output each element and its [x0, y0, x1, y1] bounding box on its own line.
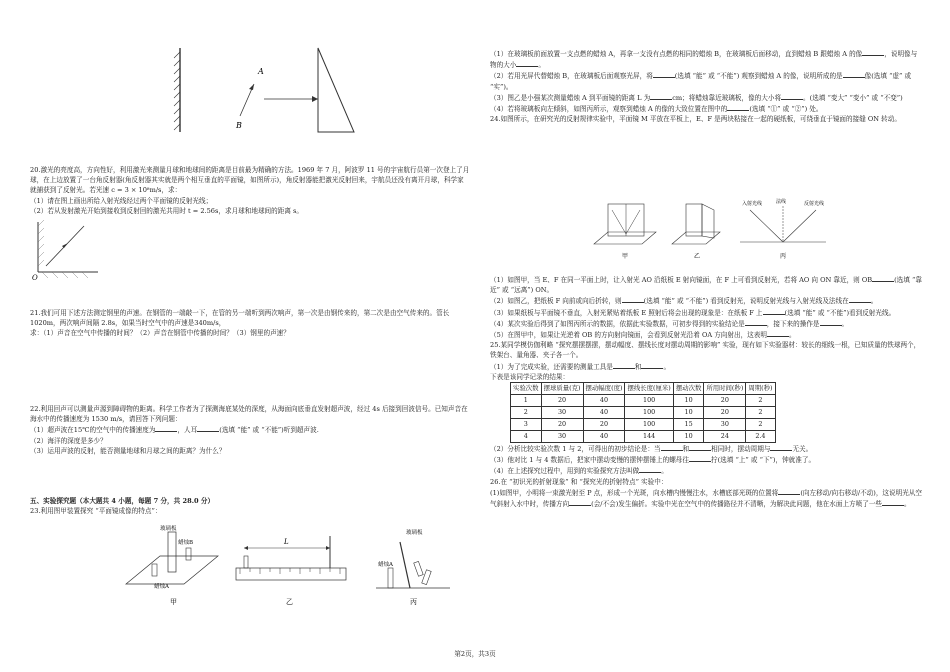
- svg-text:乙: 乙: [286, 598, 293, 606]
- q20-sub2: （2）若从发射激光开始到接收到反射回的激光共用时 t = 2.56s，求月球和地球间的距离 s。: [30, 206, 303, 215]
- answer-blank[interactable]: [689, 443, 711, 451]
- svg-text:法线: 法线: [776, 199, 787, 205]
- mirror-imaging-figure: [120, 522, 480, 612]
- table-row: 2 30 40 100 10 20 2: [511, 407, 776, 419]
- q24-p4: （4）某次实验后得到了如图丙所示的数据，依据此实验数据，可初步得到的实验结论是 ，接下来的操作是 。: [490, 319, 849, 328]
- triangle-prism: [318, 48, 354, 132]
- fig-24-jia: [594, 204, 656, 260]
- svg-text:蜡烛A: 蜡烛A: [378, 562, 393, 568]
- q25-p4: （4）在上述探究过程中，用到的实验探究方法叫做 。: [490, 467, 668, 476]
- answer-blank[interactable]: [516, 59, 538, 67]
- table-row: 1 20 40 100 10 20 2: [511, 395, 776, 407]
- svg-text:玻璃板: 玻璃板: [160, 526, 177, 532]
- answer-blank[interactable]: [882, 498, 904, 506]
- answer-blank[interactable]: [689, 454, 711, 462]
- laser-arrow: [264, 96, 318, 102]
- q23-p2: （2）若用光屏代替蜡烛 B，在玻璃板后面观察光屏，将 (选填 “能” 或 “不能”) 观察到蜡烛 A 的像，说明所成的是 像(选填 “虚” 或 “实”)。: [490, 72, 912, 91]
- answer-blank[interactable]: [745, 318, 767, 326]
- q23-p3: （3）图乙是小强某次测量蜡烛 A 到平面镜的距离 L 为 cm；将蜡烛靠近玻璃板，像的大小将 。(选填 “变大” “变小” 或 “不变”): [490, 93, 903, 102]
- q24-p3: （3）如果纸板与平面镜不垂直，入射光紧贴着纸板 E 照射后将会出现的现象是：在纸板 F 上 (选填 “能” 或 “不能”)看到反射光线。: [490, 308, 896, 317]
- svg-text:入射光线: 入射光线: [742, 201, 763, 207]
- q24-p1: （1）如图甲，当 E、F 在同一平面上时，让入射光 AO 沿纸板 E 射向镜面，在 F 上可看到反射光，若将 AO 向 ON 靠近，则 OB (选填 “靠近” 或 “远离”) ON。: [490, 276, 922, 295]
- q22-sub1: （1）超声波在15℃的空气中的传播速度为 ，人耳 (选填 “能” 或 “不能”)听到超声波.: [30, 426, 319, 435]
- svg-text:蜡烛A: 蜡烛A: [154, 584, 169, 590]
- fig-24-yi: [672, 204, 720, 260]
- q22-sub2: （2）海洋的深度是多少？: [30, 436, 107, 445]
- fig-24-bing: [740, 198, 826, 260]
- q26-p1: (1)如图甲，小明将一束激光射至 P 点，形成一个光斑，向水槽内慢慢注水，水槽底部光斑的位置将 (向左移动/向右移动/不动)，这说明光从空气斜射入水中时，传播方向 (会/不会)发生偏折。实验中光在空气中的传播路径并不清晰，为解决此问题，他在水面上方喷了一些 。: [490, 488, 922, 509]
- table-row: 4 30 40 144 10 24 2.4: [511, 431, 776, 443]
- answer-blank[interactable]: [763, 307, 785, 315]
- answer-blank[interactable]: [820, 318, 842, 326]
- question-20: [30, 165, 470, 280]
- q25-table-intro: 下表是该同学记录的结果：: [490, 372, 570, 381]
- svg-text:甲: 甲: [170, 598, 177, 606]
- q22-sub3: （3）运用声波的反射，能否测量地球和月球之间的距离？为什么？: [30, 446, 226, 455]
- answer-blank[interactable]: [661, 443, 683, 451]
- answer-blank[interactable]: [727, 103, 749, 111]
- reflection-figure: [590, 196, 830, 262]
- answer-blank[interactable]: [650, 92, 672, 100]
- answer-blank[interactable]: [569, 498, 591, 506]
- question-23-parts: [490, 48, 922, 124]
- page-footer: 第2页，共3页: [454, 650, 496, 658]
- answer-blank[interactable]: [872, 274, 894, 282]
- q23-text: 23.利用图甲装置探究 “平面镜成像的特点”：: [30, 507, 162, 516]
- svg-text:玻璃板: 玻璃板: [406, 530, 423, 536]
- answer-blank[interactable]: [849, 295, 871, 303]
- incident-arrow: [240, 84, 254, 116]
- q23-p1: （1）在玻璃板前面放置一支点燃的蜡烛 A，再拿一支没有点燃的相同的蜡烛 B，在玻璃板后面移动，直到蜡烛 B 跟蜡烛 A 的像 ，说明像与物的大小 。: [490, 50, 918, 70]
- q25-p2: （2）分析比较实验次数 1 与 2，可得出的初步结论是：当 和 相同时，摆动周期与 无关。: [490, 445, 813, 454]
- fig-bing: [376, 528, 450, 606]
- answer-blank[interactable]: [613, 361, 635, 369]
- q24-text: 24.如图所示，在研究光的反射规律实验中，平面镜 M 平放在平板上，E、F 是两块粘接在一起的硬纸板，可绕垂直于镜面的接缝 ON 转动。: [490, 115, 901, 124]
- answer-blank[interactable]: [767, 329, 789, 337]
- q21-text: 21.我们可用下述方法测定钢里的声速。在钢管的一端敲一下，在管的另一端听到两次响声，第一次是由钢传来的，第二次是由空气传来的。管长 1020m，两次响声间隔 2.8s，如果当时空气中的声速是340m/s，: [30, 309, 450, 328]
- question-22: [30, 404, 470, 456]
- q25-p3: （3）他对比 1 与 4 数据后，把家中摆动变慢的摆钟摆锤上的螺母往 拧(选填 “上” 或 “下”)，钟就准了。: [490, 456, 816, 465]
- answer-blank[interactable]: [639, 465, 661, 473]
- answer-blank[interactable]: [778, 487, 800, 495]
- question-21: [30, 308, 470, 339]
- experiment-table: [510, 382, 776, 443]
- q25-p1: （1）为了完成实验，还需要的测量工具是 和 。: [490, 362, 671, 371]
- plane-mirror: [174, 48, 180, 132]
- label-a: A: [258, 67, 264, 76]
- question-24-parts: [490, 274, 922, 509]
- svg-text:乙: 乙: [694, 253, 701, 260]
- svg-text:L: L: [284, 538, 289, 546]
- q20-text: 20.激光的亮度高，方向性好，利用激光来测量月球和地球间的距离是目前最为精确的方法。1969 年 7 月，阿波罗 11 号的宇宙航行员第一次登上了月球，在上边放置了一台角反射器(角反射器其实就是两个相互垂直的平面镜，如图所示)，角反射器能把激光反射回来，宇航员还没有离开月球，科学家就捕获到了反射光。若光速 c = 3 × 10⁸m/s，求：: [30, 166, 470, 195]
- svg-text:反射光线: 反射光线: [804, 201, 825, 207]
- corner-reflector-figure: [32, 220, 102, 280]
- section-5-title: 五、实验探究题（本大题共 4 小题，每题 7 分，共 28.0 分）: [30, 497, 215, 505]
- q26-text: 26.在 “初识光的折射现象” 和 “探究光的折射特点” 实验中：: [490, 477, 668, 486]
- svg-text:丙: 丙: [780, 253, 787, 260]
- answer-blank[interactable]: [770, 443, 792, 451]
- answer-blank[interactable]: [641, 361, 663, 369]
- answer-blank[interactable]: [781, 92, 803, 100]
- fig-jia: [126, 524, 218, 606]
- origin-label: O: [32, 274, 38, 281]
- answer-blank[interactable]: [622, 295, 644, 303]
- svg-text:丙: 丙: [410, 598, 417, 606]
- answer-blank[interactable]: [862, 48, 884, 56]
- q22-text: 22.利用回声可以测量声源到障碍物的距离。科学工作者为了探测海底某处的深度，从海面向底垂直发射超声波，经过 4s 后接到回波信号。已知声音在海水中的传播速度为 1530 m/s，请回答下列问题：: [30, 405, 468, 424]
- svg-text:蜡烛B: 蜡烛B: [178, 540, 194, 546]
- answer-blank[interactable]: [843, 70, 865, 78]
- svg-text:甲: 甲: [622, 253, 629, 260]
- q23-p4: （4）若将玻璃板向左倾斜，如图丙所示，观察到蜡烛 A 的像的大致位置在图中的 (选填 “①” 或 “②”) 处。: [490, 105, 823, 114]
- q21-sub: 求：（1）声音在空气中传播的时间？（2）声音在钢管中传播的时间？（3）钢里的声速？: [30, 329, 290, 338]
- q25-text: 25.某同学模仿伽利略 “探究摆摆摆摆，摆动幅度、摆线长度对摆动周期的影响” 实验，现有如下实验器材：较长的细线一根，已知质量的铁球两个，铁架台、量角器、夹子各一个。: [490, 341, 921, 360]
- fig-yi: [236, 536, 346, 606]
- table-row: 3 20 20 100 15 30 2: [511, 419, 776, 431]
- answer-blank[interactable]: [155, 424, 177, 432]
- answer-blank[interactable]: [653, 70, 675, 78]
- q24-p5: （5）在图甲中，如果让光逆着 OB 的方向射向镜面，会看到反射光沿着 OA 方向射出，这表明 。: [490, 331, 796, 340]
- q20-sub1: （1）请在图上画出所给入射光线经过两个平面镜的反射光线；: [30, 196, 213, 205]
- answer-blank[interactable]: [197, 424, 219, 432]
- mirror-arrow-figure: [170, 44, 360, 136]
- section-5: [30, 496, 470, 516]
- table-header-row: 实验次数 摆球质量(克) 摆动幅度(度) 摆线长度(厘米) 摆动次数 所用时间(秒) 周期(秒): [511, 383, 776, 395]
- label-b: B: [236, 121, 242, 130]
- q24-p2: （2）如图乙，把纸板 F 向前或向后折转，则 (选填 “能” 或 “不能”) 看到反射光，说明反射光线与入射光线及法线在 。: [490, 297, 878, 306]
